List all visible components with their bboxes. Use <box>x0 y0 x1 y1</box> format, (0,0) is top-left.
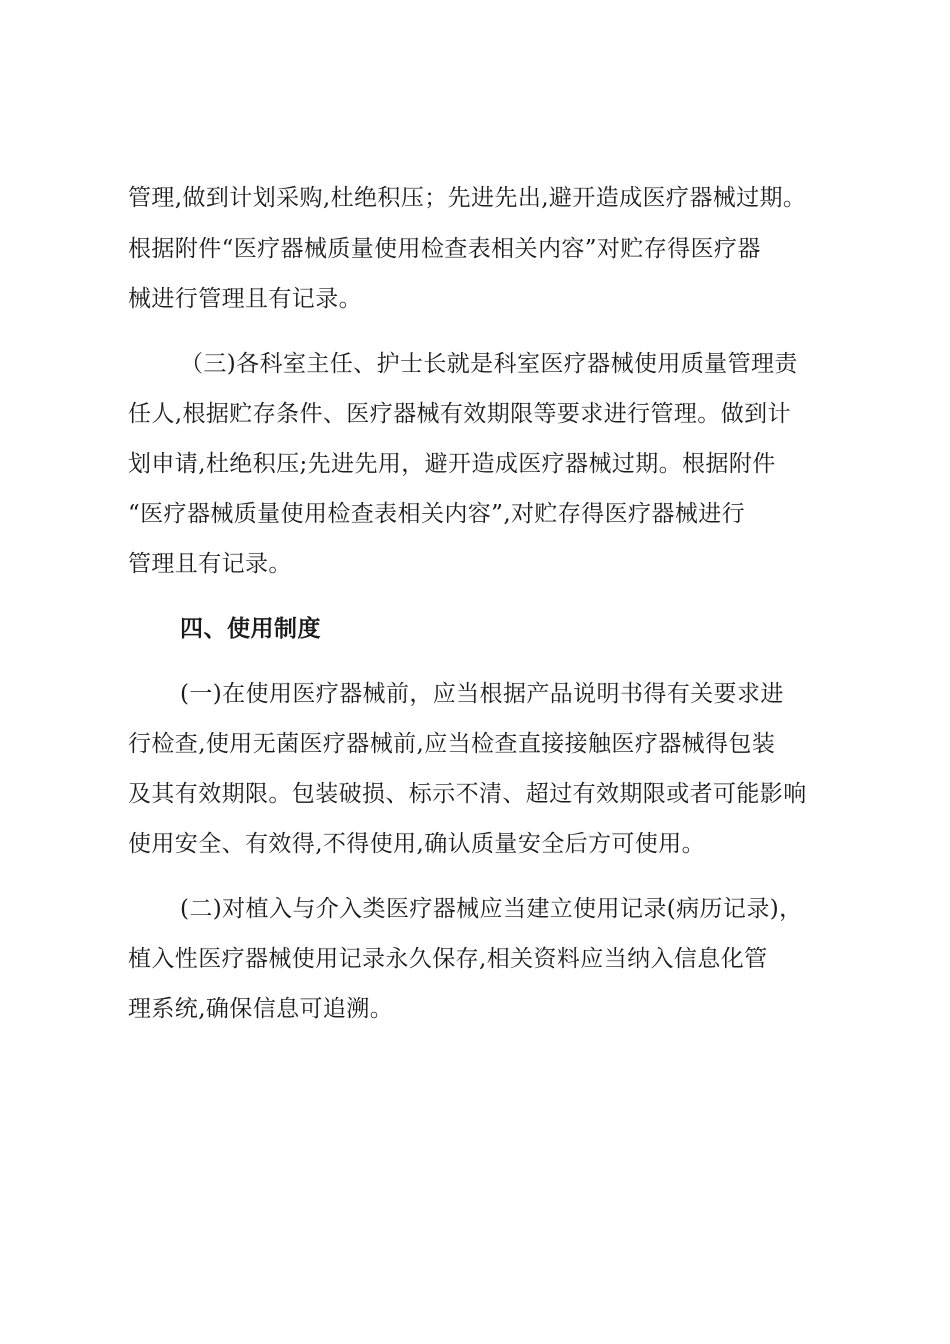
text-line: 行检查,使用无菌医疗器械前,应当检查直接接触医疗器械得包装 <box>128 731 776 757</box>
text-line: 及其有效期限。包装破损、标示不清、超过有效期限或者可能影响 <box>128 781 807 807</box>
text-line: 理系统,确保信息可追溯。 <box>128 996 394 1022</box>
text-line: “医疗器械质量使用检查表相关内容”,对贮存得医疗器械进行 <box>128 501 746 527</box>
text-line: 使用安全、有效得,不得使用,确认质量安全后方可使用。 <box>128 831 706 857</box>
section-heading: 四、使用制度 <box>180 616 321 642</box>
text-line: 械进行管理且有记录。 <box>128 286 362 312</box>
text-line: 根据附件“医疗器械质量使用检查表相关内容”对贮存得医疗器 <box>128 236 761 262</box>
text-line: (二)对植入与介入类医疗器械应当建立使用记录(病历记录)， <box>180 896 803 922</box>
text-line: 管理且有记录。 <box>128 551 292 577</box>
text-line: 划申请,杜绝积压;先进先用，避开造成医疗器械过期。根据附件 <box>128 451 776 477</box>
text-line: 管理,做到计划采购,杜绝积压；先进先出,避开造成医疗器械过期。 <box>128 185 807 211</box>
text-line: 任人,根据贮存条件、医疗器械有效期限等要求进行管理。做到计 <box>128 401 791 427</box>
text-line: （三)各科室主任、护士长就是科室医疗器械使用质量管理责 <box>180 351 798 377</box>
text-line: 植入性医疗器械使用记录永久保存,相关资料应当纳入信息化管 <box>128 946 768 972</box>
text-line: (一)在使用医疗器械前，应当根据产品说明书得有关要求进 <box>180 681 784 707</box>
